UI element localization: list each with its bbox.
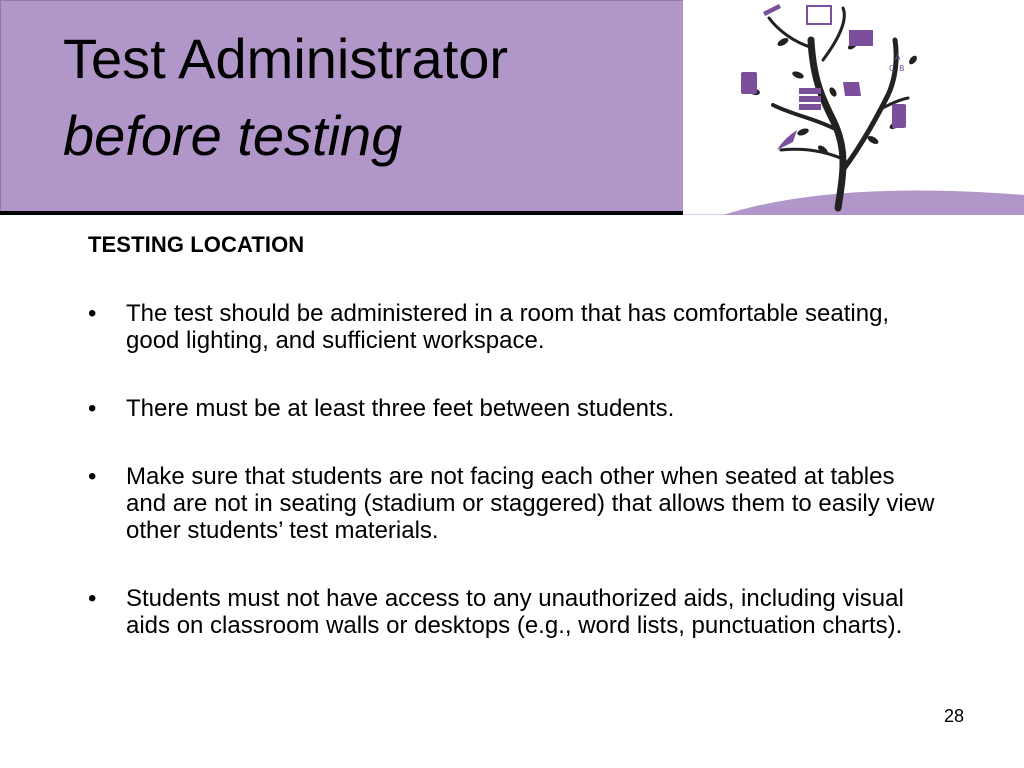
bullet-list: [88, 300, 938, 680]
abc-letter-b: B: [899, 64, 905, 73]
tree-branch-top: [823, 8, 844, 60]
section-heading: TESTING LOCATION: [88, 232, 305, 257]
header-divider: [0, 211, 683, 215]
open-book-icon: [849, 30, 873, 46]
mug-icon: [843, 82, 861, 96]
notebook-icon: [892, 104, 906, 128]
quill-icon: [777, 130, 797, 150]
abc-letter-c: C: [889, 64, 895, 73]
book-icons: [741, 4, 906, 150]
tree-branch-low-left: [781, 149, 845, 160]
bullet-icon: •: [88, 585, 97, 612]
bullet-icon: •: [88, 395, 97, 422]
hill-shape: [723, 191, 1024, 216]
abc-letter-a: A: [895, 53, 901, 62]
bullet-text: There must be at least three feet between students.: [126, 395, 675, 422]
list-item: [88, 300, 938, 354]
list-item: [88, 585, 938, 639]
book-tree-illustration: [683, 0, 1024, 215]
tree-icon: [683, 0, 1024, 215]
bullet-text: Make sure that students are not facing each other when seated at tables and are not in seating (stadium or staggered) that allows them to easily view other students’ test materials.: [126, 463, 935, 544]
book-icon: [741, 72, 757, 94]
page-number: 28: [943, 706, 964, 726]
bullet-text: The test should be administered in a room that has comfortable seating, good lighting, and sufficient workspace.: [126, 300, 890, 354]
bullet-text: Students must not have access to any unauthorized aids, including visual aids on classroom walls or desktops (e.g., word lists, punctuation charts).: [126, 585, 904, 639]
slide-subtitle: before testing: [63, 104, 403, 167]
list-item: [88, 463, 938, 544]
list-item: [88, 395, 938, 422]
slide-title: Test Administrator: [63, 27, 509, 90]
leaf-group: [750, 36, 919, 156]
paper-icon: [807, 6, 831, 24]
bullet-icon: •: [88, 300, 97, 327]
pencil-icon: [763, 4, 781, 16]
stacked-books-icon: [799, 88, 821, 94]
bullet-icon: •: [88, 463, 97, 490]
title-band: [0, 0, 683, 211]
